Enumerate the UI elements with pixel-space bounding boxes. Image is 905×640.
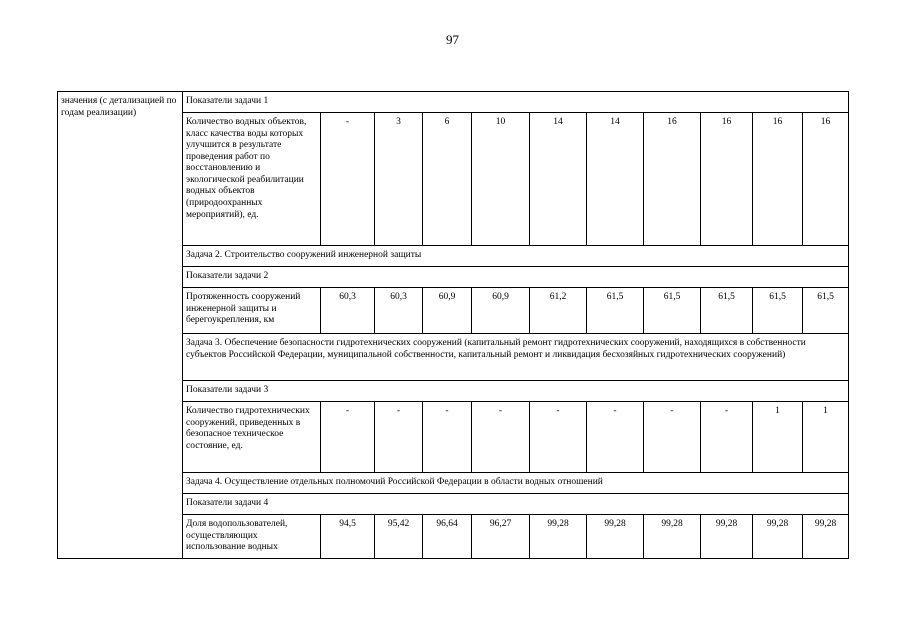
value-cell: 16: [753, 113, 803, 246]
value-cell: 60,9: [423, 288, 472, 334]
value-cell: 99,28: [587, 515, 644, 559]
value-cell: -: [530, 402, 587, 473]
value-cell: -: [321, 402, 375, 473]
value-cell: 61,5: [644, 288, 701, 334]
value-cell: 14: [530, 113, 587, 246]
indicator-name: Протяженность сооружений инженерной защиты и берегоукрепления, км: [183, 288, 321, 334]
indicator-name: Количество гидротехнических сооружений, приведенных в безопасное техническое состояние, ед.: [183, 402, 321, 473]
value-cell: 61,5: [753, 288, 803, 334]
value-cell: -: [587, 402, 644, 473]
task-header: Задача 3. Обеспечение безопасности гидротехнических сооружений (капитальный ремонт гидротехнических сооружений, находящихся в собственности субъектов Российской Федерации, муниципальной собственности, капитальный ремонт и ликвидация бесхозяйных гидротехнических сооружений): [183, 334, 849, 381]
section-header: Показатели задачи 3: [183, 381, 849, 402]
value-cell: 60,3: [375, 288, 423, 334]
value-cell: 60,9: [472, 288, 530, 334]
value-cell: -: [644, 402, 701, 473]
value-cell: 99,28: [803, 515, 849, 559]
value-cell: 10: [472, 113, 530, 246]
value-cell: 14: [587, 113, 644, 246]
value-cell: -: [701, 402, 753, 473]
value-cell: 99,28: [530, 515, 587, 559]
value-cell: 16: [644, 113, 701, 246]
value-cell: 16: [701, 113, 753, 246]
task-header: Задача 2. Строительство сооружений инженерной защиты: [183, 246, 849, 267]
value-cell: 96,64: [423, 515, 472, 559]
value-cell: -: [472, 402, 530, 473]
value-cell: 61,2: [530, 288, 587, 334]
indicators-table: [57, 91, 849, 559]
value-cell: 16: [803, 113, 849, 246]
value-cell: -: [423, 402, 472, 473]
value-cell: 96,27: [472, 515, 530, 559]
value-cell: 99,28: [753, 515, 803, 559]
value-cell: 61,5: [701, 288, 753, 334]
task-header: Задача 4. Осуществление отдельных полномочий Российской Федерации в области водных отношений: [183, 473, 849, 494]
page-number: 97: [446, 32, 459, 47]
indicator-name: Доля водопользователей, осуществляющих использование водных: [183, 515, 321, 559]
value-cell: 61,5: [803, 288, 849, 334]
table-row: [58, 92, 849, 113]
value-cell: 99,28: [644, 515, 701, 559]
value-cell: 60,3: [321, 288, 375, 334]
side-label: значения (с детализацией по годам реализации): [58, 92, 183, 559]
value-cell: 1: [803, 402, 849, 473]
value-cell: 1: [753, 402, 803, 473]
value-cell: 3: [375, 113, 423, 246]
value-cell: 99,28: [701, 515, 753, 559]
section-header: Показатели задачи 2: [183, 267, 849, 288]
value-cell: 61,5: [587, 288, 644, 334]
value-cell: 94,5: [321, 515, 375, 559]
value-cell: 6: [423, 113, 472, 246]
indicator-name: Количество водных объектов, класс качества воды которых улучшится в результате проведения работ по восстановлению и экологической реабилитации водных объектов (природоохранных мероприятий), ед.: [183, 113, 321, 246]
value-cell: -: [321, 113, 375, 246]
section-header: Показатели задачи 4: [183, 494, 849, 515]
value-cell: -: [375, 402, 423, 473]
value-cell: 95,42: [375, 515, 423, 559]
section-header: Показатели задачи 1: [183, 92, 849, 113]
